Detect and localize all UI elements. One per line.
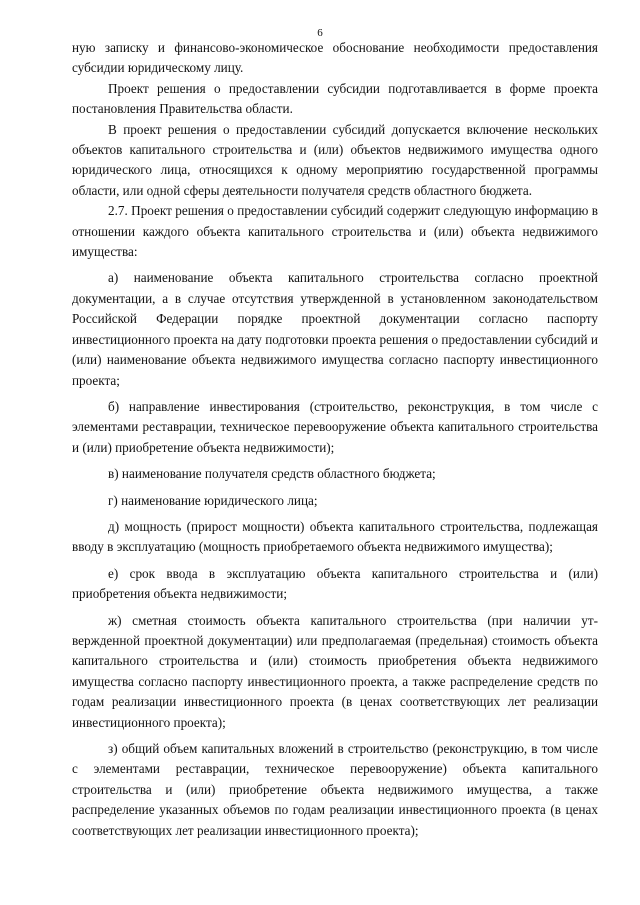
list-item-d: д) мощность (прирост мощности) объекта капитального строительства, подлежащая вводу в эксплуатацию (мощность приобретаемого объекта недвижимого имущества);: [72, 518, 598, 555]
list-item-b: б) направление инвестирования (строительство, реконструкция, в том числе с элементами реставрации, техническое перевооружение объекта капитального строительства и (или) приобретение объекта недвижимости);: [72, 398, 598, 455]
list-item-g: г) наименование юридического лица;: [108, 492, 318, 508]
document-body: [72, 38, 598, 841]
paragraph-continuation: ную записку и финансово-экономическое обоснование необходимости предоставления субсидии юридическому лицу.: [72, 40, 598, 76]
page-number: 6: [317, 27, 323, 39]
list-item-zh: ж) сметная стоимость объекта капитального строительства (при наличии утвержденной проектной документации) или предполагаемая (предельная) стоимость объекта капитального строительства и (или) стоимость приобретения объекта недвижимого имущества согласно паспорту инвестиционного проекта, а также распределение средств по годам реализации инвестиционного проекта (в ценах соответствующих лет реализации инвестиционного проекта);: [72, 612, 598, 730]
paragraph-multiple-objects: В проект решения о предоставлении субсидий допускается включение нескольких объектов капитального строительства и (или) объектов недвижимого имущества одного юридического лица, относящихся к одному мероприятию государственной программы области, или одной сферы деятельности получателя средств областного бюджета.: [72, 121, 598, 198]
list-item-a: а) наименование объекта капитального строительства согласно проектной документации, а в случае отсутствия утвержденной в установленном законодательством Российской Федерации порядке проектной документации согласно паспорту инвестиционного проекта на дату подготовки проекта решения о предоставлении субсидий и (или) наименование объекта недвижимого имущества согласно паспорту инвестиционного проекта;: [72, 270, 598, 388]
paragraph-2-7: 2.7. Проект решения о предоставлении субсидий содержит следующую информацию в отношении каждого объекта капитального строительства и (или) объекта недвижимого имущества:: [72, 203, 598, 260]
list-item-v: в) наименование получателя средств областного бюджета;: [108, 466, 436, 482]
list-item-z: з) общий объем капитальных вложений в строительство (реконструкцию, в том числе с элементами реставрации, техническое перевооружение) объекта капитального строительства и (или) приобретение объекта недвижимого имущества, а также распределение указанных объемов по годам реализации инвестиционного проекта (в ценах соответствующих лет реализации инвестиционного проекта);: [72, 741, 598, 838]
paragraph-draft-decision-form: Проект решения о предоставлении субсидии подготавливается в форме проекта постановления Правительства области.: [72, 80, 598, 117]
list-item-e: е) срок ввода в эксплуатацию объекта капитального строительства и (или) приобретения объекта недвижимости;: [72, 565, 598, 602]
